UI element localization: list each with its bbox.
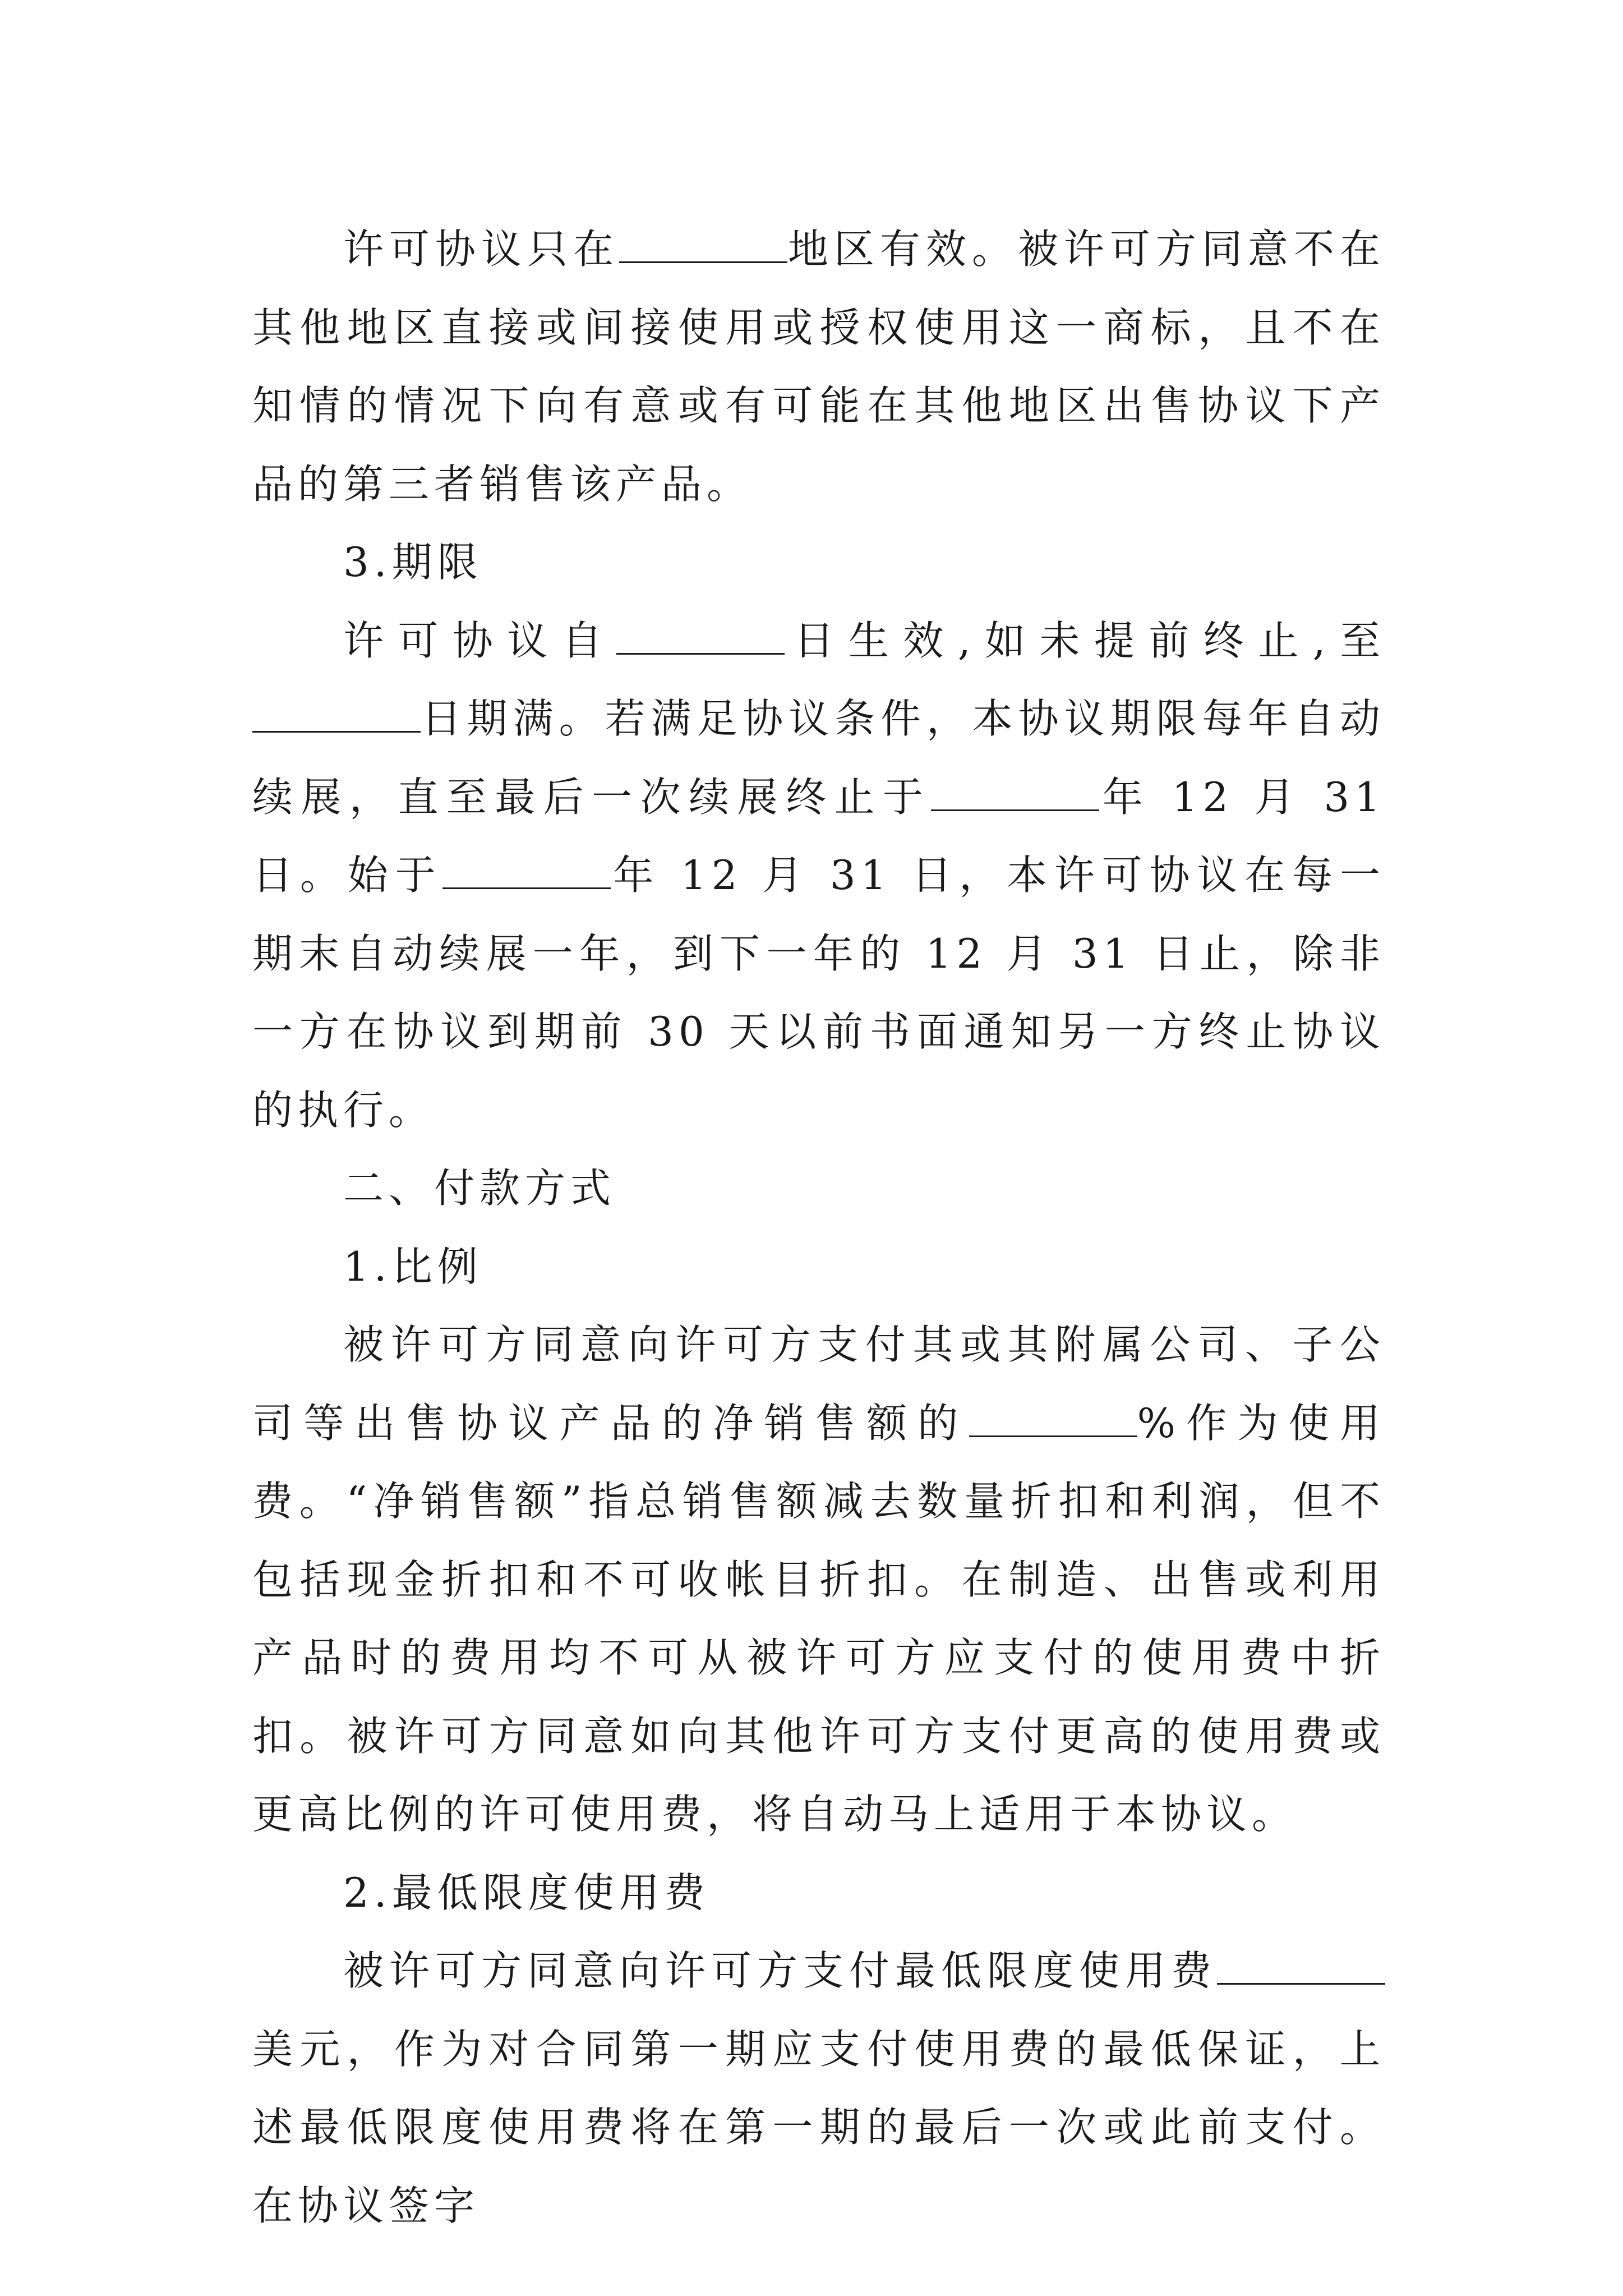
blank-field-start-date (616, 620, 785, 655)
text-segment: 许可协议只在 (343, 226, 619, 273)
blank-field-percentage (969, 1403, 1137, 1437)
heading-minimum-fee: 2.最低限度使用费 (343, 1869, 710, 1916)
paragraph-territory (252, 210, 1385, 523)
blank-field-final-year (931, 777, 1099, 811)
text-segment: %作为使用费。“净销售额”指总销售额减去数量折扣和利润，但不包括现金折扣和不可收帐目折扣。在制造、出售或利用产品时的费用均不可从被许可方应支付的使用费中折扣。被许可方同意如向其他许可方支付更高的使用费或更高比例的许可使用费，将自动马上适用于本协议。 (252, 1399, 1385, 1838)
text-segment: 日生效,如未提前终止,至 (785, 616, 1385, 664)
paragraph-minimum-fee (252, 1932, 1385, 2245)
text-segment: 地区有效。被许可方同意不在其他地区直接或间接使用或授权使用这一商标，且不在知情的情况下向有意或有可能在其他地区出售协议下产品的第三者销售该产品。 (252, 226, 1385, 508)
heading-term: 3.期限 (343, 539, 483, 586)
blank-field-amount (1217, 1950, 1385, 1985)
text-segment: 年 12 月 31 日，本许可协议在每一期末自动续展一年，到下一年的 12 月 31 日止，除非一方在协议到期前 30 天以前书面通知另一方终止协议的执行。 (252, 852, 1385, 1134)
text-segment: 被许可方同意向许可方支付最低限度使用费 (343, 1947, 1217, 1994)
text-segment: 美元，作为对合同第一期应支付使用费的最低保证，上述最低限度使用费将在第一期的最后一次或此前支付。在协议签字 (252, 2025, 1385, 2229)
text-segment: 日期满。若满足协议条件，本协议期限每年自动续展，直至最后一次续展终止于 (252, 695, 1385, 821)
heading-ratio: 1.比例 (343, 1243, 483, 1290)
paragraph-term (252, 602, 1385, 1150)
text-segment: 许可协议自 (343, 616, 617, 664)
blank-field-end-date (252, 698, 421, 733)
text-segment: 年 12 月 31 日。始于 (252, 773, 1385, 899)
document-body (252, 210, 1385, 2245)
paragraph-ratio (252, 1306, 1385, 1854)
text-segment: 被许可方同意向许可方支付其或其附属公司、子公司等出售协议产品的净销售额的 (252, 1321, 1385, 1447)
heading-payment-method: 二、付款方式 (343, 1165, 616, 1212)
blank-field-territory (619, 229, 787, 263)
blank-field-start-year (442, 855, 611, 889)
